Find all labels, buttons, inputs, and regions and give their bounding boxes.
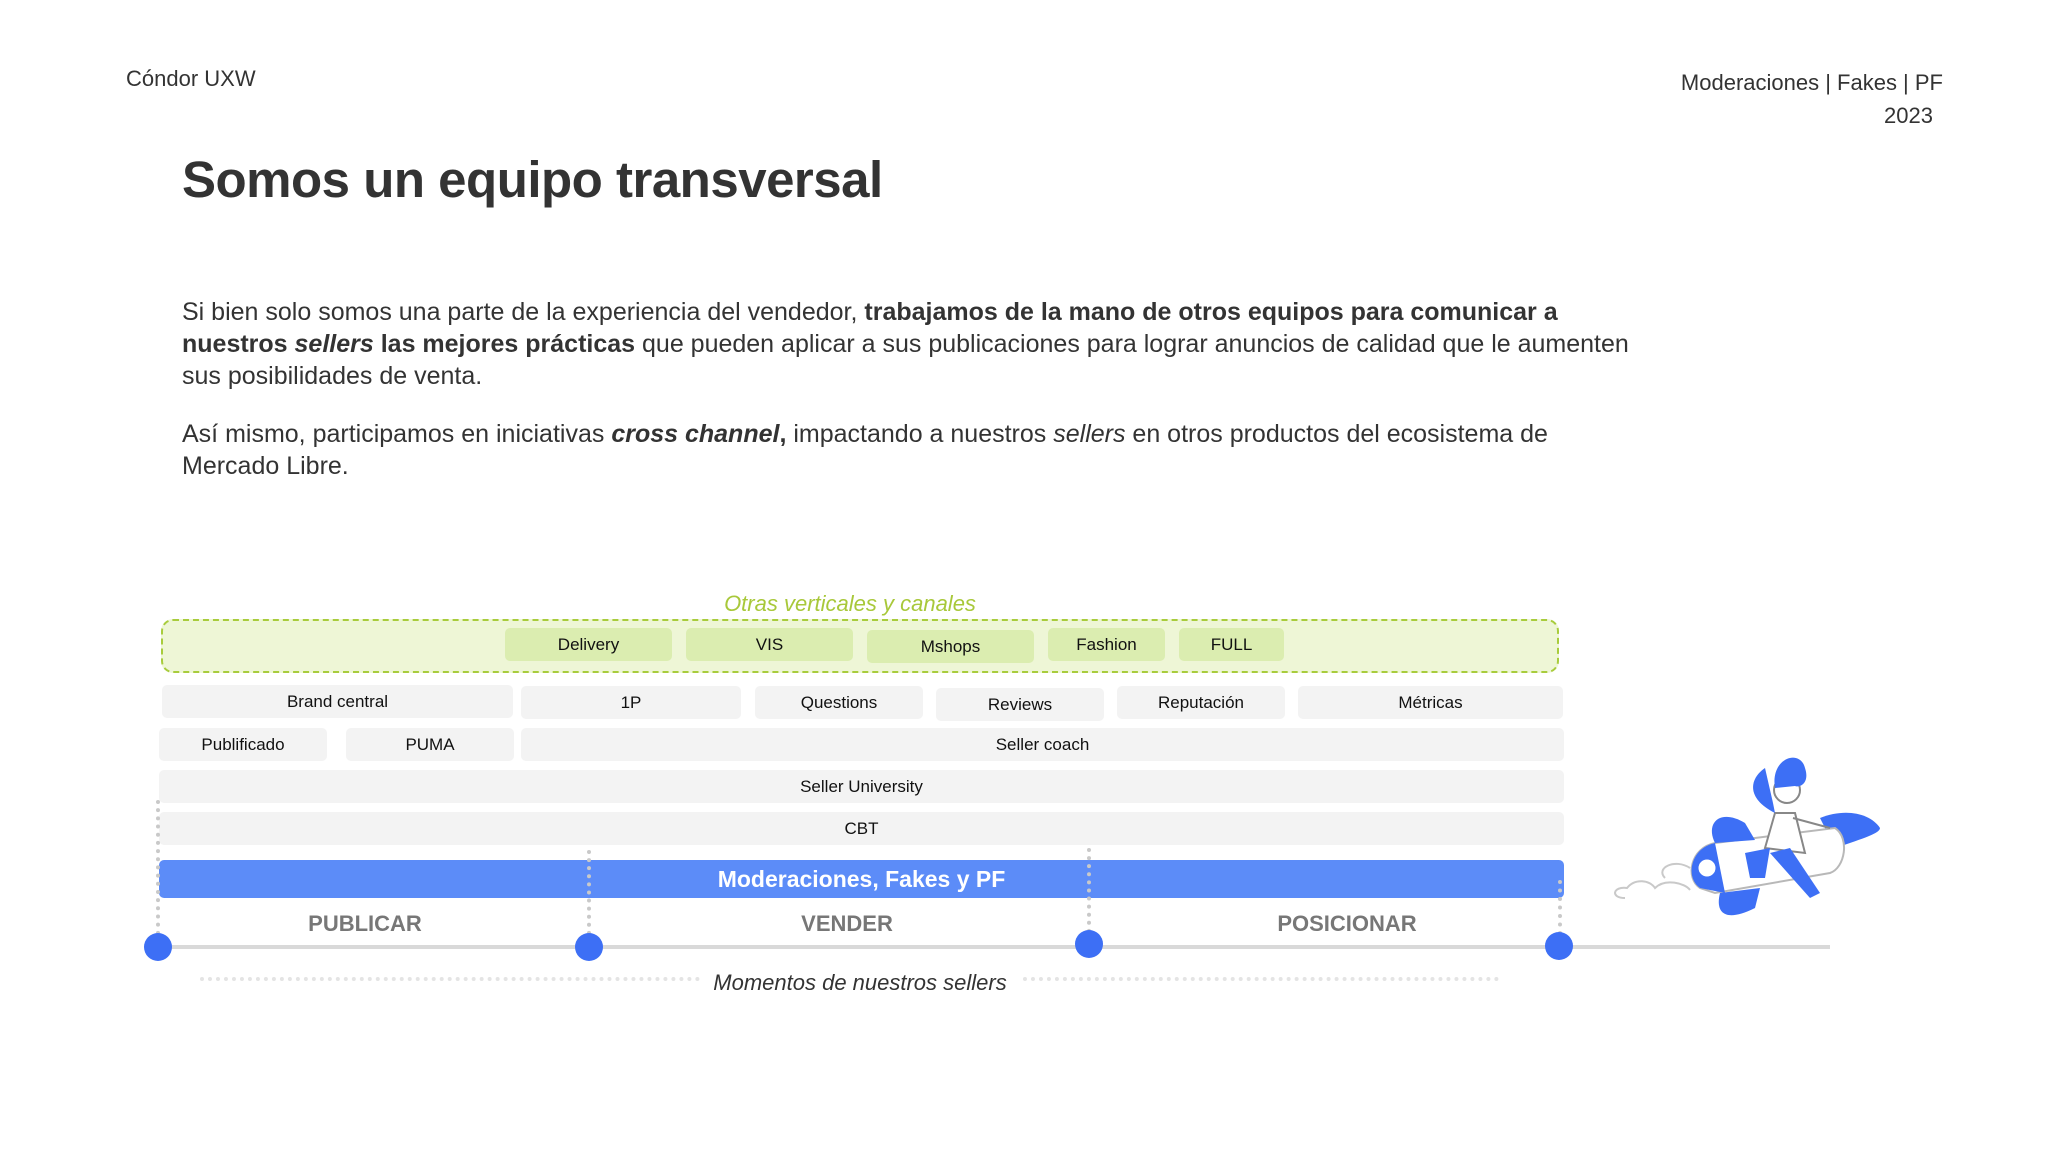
timeline-milestone [1545,932,1573,960]
team-chip-brand-central: Brand central [162,685,513,718]
team-chip-reviews: Reviews [936,688,1104,721]
team-chip-metricas: Métricas [1298,686,1563,719]
team-chip-questions: Questions [755,686,923,719]
stage-vender: VENDER [801,911,893,936]
vertical-chip-vis: VIS [686,628,853,661]
team-chip-puma: PUMA [346,728,514,761]
p2-text-1: Así mismo, participamos en iniciativas [182,420,612,448]
p2-text-3: en otros productos del ecosistema de Mercado Libre. [182,420,1548,480]
page-title: Somos un equipo transversal [182,151,883,208]
team-chip-publificado: Publificado [159,728,327,761]
vertical-chip-full: FULL [1179,628,1284,661]
vertical-chip-fashion: Fashion [1048,628,1165,661]
vertical-chip-mshops: Mshops [867,630,1034,663]
timeline-caption: Momentos de nuestros sellers [700,970,1020,996]
header-context-text: Moderaciones | Fakes | PF [1680,70,1943,95]
header-year: 2023 [1884,103,1933,128]
stage-divider [1558,880,1562,935]
timeline-axis [158,945,1830,949]
timeline-milestone [1075,930,1103,958]
p1-bold-1: trabajamos de la mano de otros equipos para comunicar a nuestros [182,298,1558,358]
team-chip-seller-university: Seller University [159,770,1564,803]
p2-text-2: impactando a nuestros [786,420,1054,448]
timeline-milestone [144,933,172,961]
stage-publicar: PUBLICAR [308,911,422,936]
timeline-milestone [575,933,603,961]
stage-divider [587,850,591,935]
vertical-chip-delivery: Delivery [505,628,672,661]
p2-bold-italic-1: cross channel [611,420,780,448]
team-chip-seller-coach: Seller coach [521,728,1564,761]
p1-text-2: que pueden aplicar a sus publicaciones para lograr anuncios de calidad que le aumenten sus posibilidades de venta. [182,330,1629,390]
p1-bold-italic-1: sellers [294,330,374,358]
rocket-rider-illustration [1605,728,1885,928]
stage-posicionar: POSICIONAR [1277,911,1417,936]
team-chip-cbt: CBT [159,812,1564,845]
p2-bold-1: , [779,420,787,448]
team-chip-1p: 1P [521,686,741,719]
main-team-bar: Moderaciones, Fakes y PF [159,860,1564,898]
team-chip-reputacion: Reputación [1117,686,1285,719]
cross-channel-paragraph [182,418,1652,482]
header-context [1681,66,1943,132]
stage-divider [1087,848,1091,933]
intro-paragraph [182,296,1652,392]
p2-italic-1: sellers [1053,420,1126,448]
stage-divider [156,800,160,935]
p1-text-1: Si bien solo somos una parte de la experiencia del vendedor, [182,298,865,326]
verticals-label: Otras verticales y canales [724,591,976,616]
p1-bold-2: las mejores prácticas [373,330,636,358]
verticals-container [161,619,1559,673]
brand-name: Cóndor UXW [126,66,256,91]
